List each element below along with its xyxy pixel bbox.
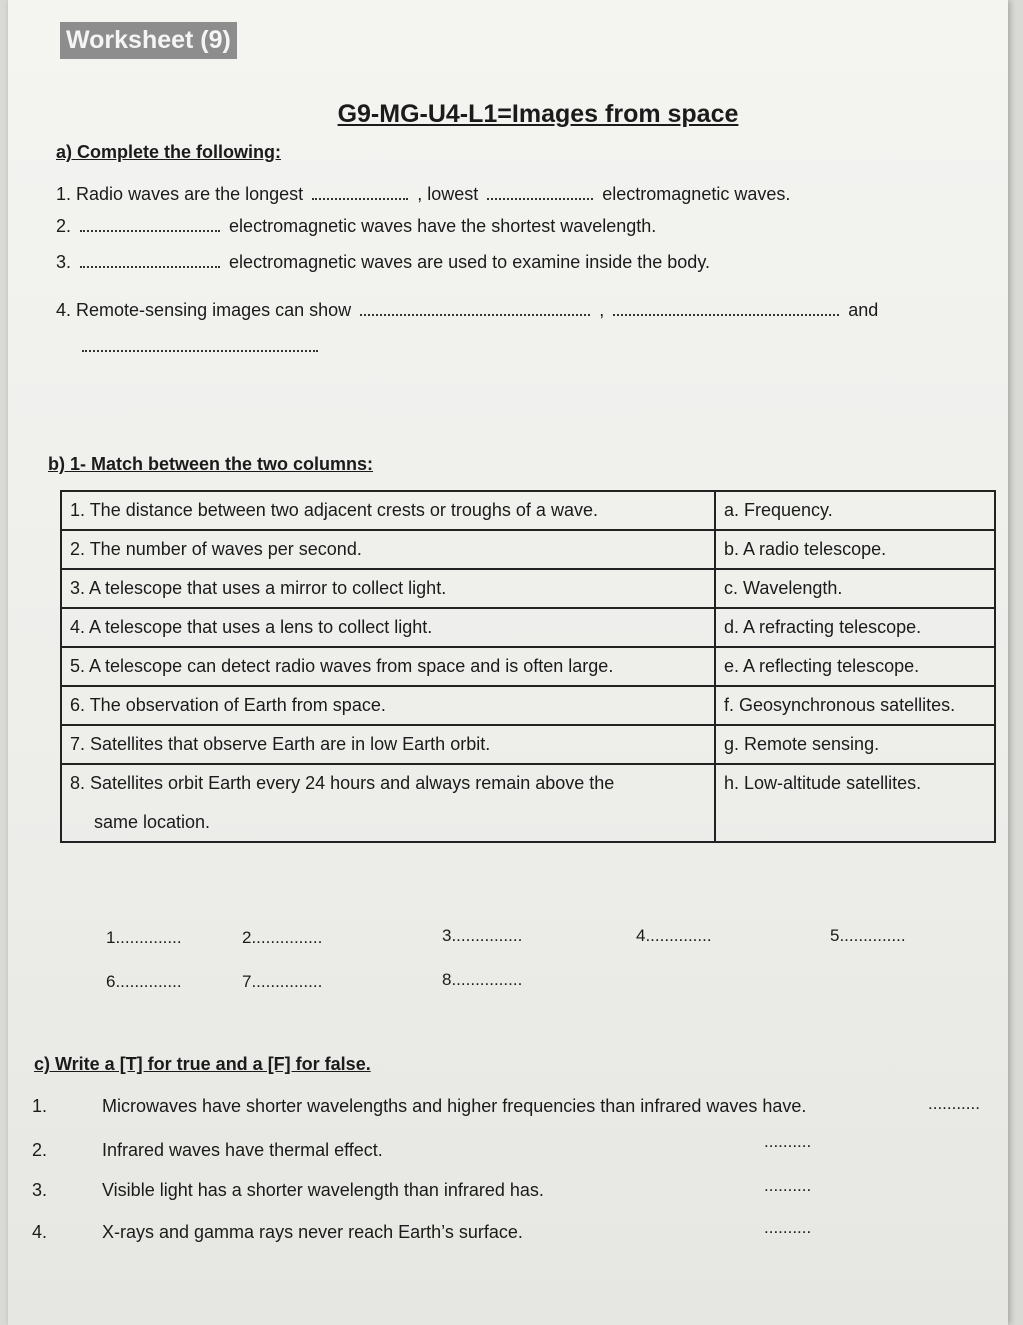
section-c-heading: c) Write a [T] for true and a [F] for false. — [34, 1054, 371, 1074]
table-row — [61, 764, 995, 842]
question-4 — [56, 300, 878, 321]
answer-blank[interactable] — [80, 265, 220, 268]
separator: , — [599, 300, 605, 320]
table-row — [61, 725, 995, 764]
answer-slot[interactable]: 1.............. — [106, 928, 182, 947]
left-cell: 3. A telescope that uses a mirror to collect light. — [61, 569, 715, 608]
section-a-heading: a) Complete the following: — [56, 142, 281, 162]
right-cell: b. A radio telescope. — [715, 530, 995, 569]
answer-blank[interactable] — [82, 349, 318, 352]
left-cell: 7. Satellites that observe Earth are in low Earth orbit. — [61, 725, 715, 764]
answer-blank[interactable] — [487, 197, 593, 200]
question-number: 4. — [56, 300, 72, 320]
answer-slot[interactable]: ........... — [928, 1094, 980, 1113]
question-number: 3. — [56, 252, 72, 272]
question-text: , lowest — [417, 184, 479, 204]
question-number: 1. — [56, 184, 72, 204]
true-false-item — [32, 1140, 383, 1161]
answer-slot[interactable]: 5.............. — [830, 926, 906, 945]
question-text: Radio waves are the longest — [76, 184, 304, 204]
answer-slot[interactable]: 7............... — [242, 972, 323, 991]
item-text: Microwaves have shorter wavelengths and higher frequencies than infrared waves have. — [102, 1096, 807, 1116]
answer-slot[interactable]: 2............... — [242, 928, 323, 947]
true-false-item — [32, 1222, 523, 1243]
left-cell-line: 8. Satellites orbit Earth every 24 hours and always remain above the — [70, 773, 615, 793]
question-3 — [56, 252, 710, 273]
lesson-title: G9-MG-U4-L1=Images from space — [337, 100, 739, 128]
left-cell: 6. The observation of Earth from space. — [61, 686, 715, 725]
item-number: 1. — [32, 1096, 48, 1116]
table-row — [61, 647, 995, 686]
worksheet-title: Worksheet (9) — [60, 22, 237, 59]
left-cell-line: same location. — [94, 812, 211, 832]
item-number: 2. — [32, 1140, 48, 1160]
answer-slot[interactable]: 6.............. — [106, 972, 182, 991]
table-row — [61, 569, 995, 608]
left-cell — [61, 764, 715, 842]
question-2 — [56, 216, 656, 237]
answer-blank[interactable] — [613, 313, 839, 316]
table-row — [61, 686, 995, 725]
answer-slot[interactable]: 4.............. — [636, 926, 712, 945]
item-text: X-rays and gamma rays never reach Earth’s surface. — [102, 1222, 523, 1242]
left-cell: 2. The number of waves per second. — [61, 530, 715, 569]
question-4-continuation — [78, 336, 322, 357]
question-text: and — [848, 300, 879, 320]
table-row — [61, 530, 995, 569]
answer-slot[interactable]: .......... — [764, 1132, 812, 1151]
section-b-heading: b) 1- Match between the two columns: — [48, 454, 374, 474]
question-1 — [56, 184, 790, 205]
question-text: electromagnetic waves are used to examine inside the body. — [229, 252, 710, 272]
answer-blank[interactable] — [312, 197, 408, 200]
right-cell: e. A reflecting telescope. — [715, 647, 995, 686]
table-row — [61, 608, 995, 647]
item-number: 4. — [32, 1222, 48, 1242]
right-cell: h. Low-altitude satellites. — [715, 764, 995, 842]
left-cell: 5. A telescope can detect radio waves from space and is often large. — [61, 647, 715, 686]
answer-slot[interactable]: .......... — [764, 1218, 812, 1237]
matching-table — [60, 490, 996, 843]
true-false-item — [32, 1096, 806, 1117]
worksheet-page — [8, 0, 1008, 1325]
right-cell: a. Frequency. — [715, 491, 995, 530]
true-false-item — [32, 1180, 544, 1201]
question-text: Remote-sensing images can show — [76, 300, 352, 320]
right-cell: g. Remote sensing. — [715, 725, 995, 764]
question-number: 2. — [56, 216, 72, 236]
answer-blank[interactable] — [360, 313, 590, 316]
right-cell: c. Wavelength. — [715, 569, 995, 608]
right-cell: f. Geosynchronous satellites. — [715, 686, 995, 725]
question-text: electromagnetic waves. — [602, 184, 791, 204]
item-text: Infrared waves have thermal effect. — [102, 1140, 383, 1160]
left-cell: 4. A telescope that uses a lens to collect light. — [61, 608, 715, 647]
question-text: electromagnetic waves have the shortest wavelength. — [229, 216, 657, 236]
answer-blank[interactable] — [80, 229, 220, 232]
answer-slot[interactable]: 3............... — [442, 926, 523, 945]
item-number: 3. — [32, 1180, 48, 1200]
table-row — [61, 491, 995, 530]
answer-slot[interactable]: 8............... — [442, 970, 523, 989]
left-cell: 1. The distance between two adjacent crests or troughs of a wave. — [61, 491, 715, 530]
item-text: Visible light has a shorter wavelength than infrared has. — [102, 1180, 544, 1200]
answer-slot[interactable]: .......... — [764, 1176, 812, 1195]
right-cell: d. A refracting telescope. — [715, 608, 995, 647]
